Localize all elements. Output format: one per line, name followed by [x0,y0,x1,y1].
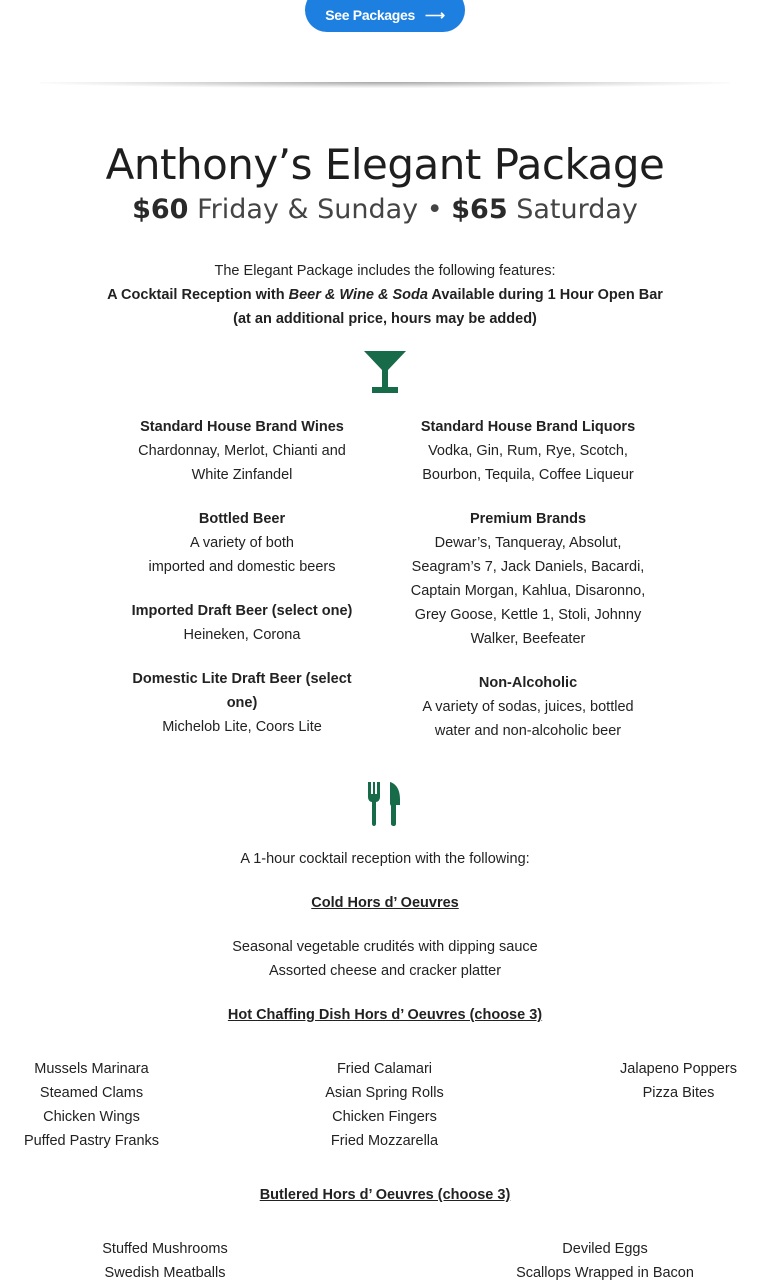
bar-block [398,415,658,487]
bar-block-line: Seagram’s 7, Jack Daniels, Bacardi, [411,559,645,575]
package-title: Anthony’s Elegant Package [105,140,665,189]
bar-block-line: Bourbon, Tequila, Coffee Liqueur [422,467,634,483]
intro-reception-c: Available during 1 Hour Open Bar [427,287,663,303]
list-item: Steamed Clams [39,1085,144,1101]
bar-block-line: Vodka, Gin, Rum, Rye, Scotch, [428,443,628,459]
bar-block-heading: Imported Draft Beer (select one) [131,603,353,619]
bar-block-line: Dewar’s, Tanqueray, Absolut, [434,535,622,551]
list-item: Asian Spring Rolls [325,1085,444,1101]
food-icon-row [0,782,770,826]
intro-price-note: (at an additional price, hours may be added) [233,311,537,327]
cocktail-glass-icon [363,350,407,394]
list-item: Chicken Fingers [332,1109,437,1125]
arrow-right-icon: ⟶ [425,6,445,23]
package-price [0,194,770,225]
butlered-title-text: Butlered Hors d’ Oeuvres (choose 3) [259,1187,511,1203]
bar-right-column [398,415,658,763]
cold-title-text: Cold Hors d’ Oeuvres [311,895,459,911]
bar-block-line: Captain Morgan, Kahlua, Disaronno, [410,583,646,599]
list-item: Pizza Bites [642,1085,715,1101]
bar-block [122,415,362,487]
list-item: Stuffed Mushrooms [102,1241,228,1257]
bar-block-line: White Zinfandel [191,467,293,483]
price-weekday: $60 [132,194,189,225]
hot-column-1 [0,1057,183,1153]
list-item: Mussels Marinara [34,1061,149,1077]
intro-reception-b: Beer & Wine & Soda [288,287,428,303]
bar-block-heading: Bottled Beer [198,511,286,527]
bar-block-line: A variety of sodas, juices, bottled [422,699,634,715]
bar-block-heading-cont: one) [226,695,258,711]
list-item: Chicken Wings [43,1109,140,1125]
list-item: Swedish Meatballs [104,1265,226,1281]
see-packages-button[interactable] [305,0,465,32]
butlered-title [0,1183,770,1207]
bar-block [122,599,362,647]
list-item: Scallops Wrapped in Bacon [516,1265,694,1281]
bar-block [122,667,362,739]
price-saturday-days: Saturday [516,194,638,225]
bar-block-line: water and non-alcoholic beer [434,723,622,739]
bar-block-line: Michelob Lite, Coors Lite [162,719,322,735]
bar-block-line: A variety of both [190,535,294,551]
bar-block-heading: Standard House Brand Wines [140,419,344,435]
bar-block [398,671,658,743]
list-item: Jalapeno Poppers [620,1061,737,1077]
cocktail-icon-row [0,350,770,394]
section-divider [40,82,730,88]
see-packages-label: See Packages [325,7,416,23]
hot-title [0,1003,770,1027]
fork-knife-icon [366,782,404,826]
intro-reception-line [0,283,770,307]
bar-block-line: imported and domestic beers [148,559,336,575]
list-item: Puffed Pastry Franks [23,1133,160,1149]
bar-block-line: Heineken, Corona [183,627,301,643]
list-item: Deviled Eggs [562,1241,648,1257]
price-separator: • [426,194,443,225]
butlered-column-2 [495,1237,715,1285]
price-saturday: $65 [451,194,508,225]
hot-title-text: Hot Chaffing Dish Hors d’ Oeuvres (choose 3) [227,1007,543,1023]
bar-block-line: Walker, Beefeater [470,631,586,647]
cold-items-list [0,935,770,983]
bar-block-heading: Standard House Brand Liquors [420,419,636,435]
hot-column-3 [587,1057,770,1105]
intro-line: The Elegant Package includes the following features: [214,263,556,279]
bar-left-column [122,415,362,759]
intro-reception-a: A Cocktail Reception with [107,287,289,303]
bar-block-heading: Domestic Lite Draft Beer (select [132,671,352,687]
bar-block-line: Chardonnay, Merlot, Chianti and [138,443,346,459]
bar-block-heading: Non-Alcoholic [478,675,578,691]
butlered-column-1 [55,1237,275,1285]
bar-block [398,507,658,651]
bar-block-line: Grey Goose, Kettle 1, Stoli, Johnny [414,607,642,623]
list-item: Seasonal vegetable crudités with dipping sauce [232,939,538,955]
bar-block-heading: Premium Brands [469,511,587,527]
reception-intro: A 1-hour cocktail reception with the following: [240,851,530,867]
price-weekday-days: Friday & Sunday [197,194,419,225]
list-item: Assorted cheese and cracker platter [268,963,502,979]
cold-title [0,891,770,915]
bar-block [122,507,362,579]
list-item: Fried Mozzarella [330,1133,439,1149]
list-item: Fried Calamari [336,1061,433,1077]
hot-column-2 [293,1057,476,1153]
